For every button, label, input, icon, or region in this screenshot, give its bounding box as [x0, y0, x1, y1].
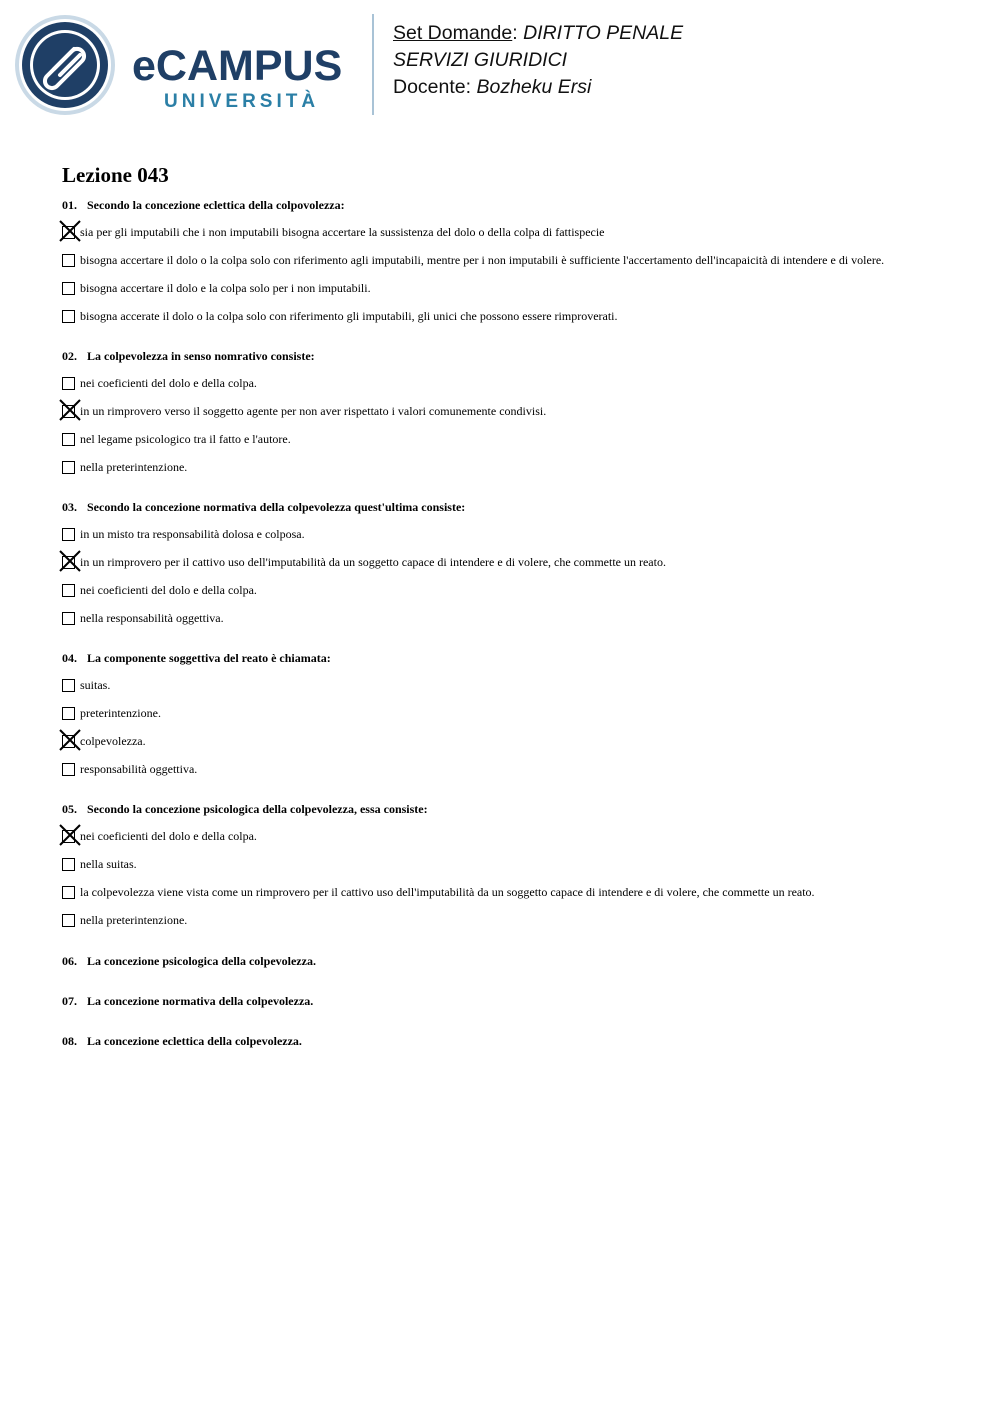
answer-checkbox[interactable] — [62, 858, 75, 871]
course-line2: SERVIZI GIURIDICI — [393, 49, 568, 71]
answer-checkbox[interactable] — [62, 433, 75, 446]
ecampus-wordmark-logo — [132, 40, 358, 112]
course-line: Set Domande: DIRITTO PENALE — [393, 22, 684, 44]
answer-text: in un rimprovero verso il soggetto agente per non aver rispettato i valori comunemente condivisi. — [80, 404, 547, 418]
question-text: Secondo la concezione eclettica della colpovolezza: — [87, 198, 345, 212]
answer-text: la colpevolezza viene vista come un rimprovero per il cattivo uso dell'imputabilità da un soggetto capace di intendere e di volere, che commette un reato. — [80, 885, 815, 899]
teacher-line: Docente: Bozheku Ersi — [393, 76, 592, 98]
document-header — [0, 0, 1000, 130]
teacher-label: Docente — [393, 76, 466, 98]
answer-checkbox[interactable] — [62, 679, 75, 692]
lesson-title: Lezione 043 — [62, 163, 169, 187]
question-text: La concezione normativa della colpevolezza. — [87, 994, 314, 1008]
brand-sub-text: UNIVERSITÀ — [164, 91, 320, 112]
answer-text: nei coeficienti del dolo e della colpa. — [80, 829, 257, 843]
question-text: Secondo la concezione normativa della colpevolezza quest'ultima consiste: — [87, 500, 466, 514]
answer-checkbox[interactable] — [62, 886, 75, 899]
answer-checkbox[interactable] — [62, 763, 75, 776]
question-1 — [62, 197, 345, 213]
answer-text: nella responsabilità oggettiva. — [80, 611, 224, 625]
checked-cross-icon — [59, 550, 81, 572]
question-5 — [62, 801, 428, 817]
answer-text: sia per gli imputabili che i non imputabili bisogna accertare la sussistenza del dolo o della colpa di fattispecie — [80, 225, 605, 239]
checked-cross-icon — [59, 824, 81, 846]
header-divider — [372, 14, 374, 115]
question-text: La colpevolezza in senso nomrativo consiste: — [87, 349, 315, 363]
question-number: 08. — [62, 1034, 77, 1048]
checked-cross-icon — [59, 399, 81, 421]
teacher-name: Bozheku Ersi — [476, 76, 592, 98]
brand-main-text: eCAMPUS — [132, 42, 343, 90]
question-text: La concezione psicologica della colpevolezza. — [87, 954, 316, 968]
course-name: DIRITTO PENALE — [523, 22, 684, 44]
question-number: 04. — [62, 651, 77, 665]
question-number: 05. — [62, 802, 77, 816]
answer-text: bisogna accertare il dolo o la colpa solo con riferimento agli imputabili, mentre per i non imputabili è sufficiente l'accertamento dell'incapaicità di intendere e di volere. — [80, 253, 885, 267]
question-8 — [62, 1033, 302, 1049]
answer-text: in un rimprovero per il cattivo uso dell'imputabilità da un soggetto capace di intendere e di volere, che commette un reato. — [80, 555, 666, 569]
answer-text: nella preterintenzione. — [80, 460, 188, 474]
question-text: La componente soggettiva del reato è chiamata: — [87, 651, 331, 665]
question-number: 03. — [62, 500, 77, 514]
answer-checkbox[interactable] — [62, 282, 75, 295]
checked-cross-icon — [59, 220, 81, 242]
answer-checkbox[interactable] — [62, 707, 75, 720]
checked-cross-icon — [59, 729, 81, 751]
answer-checkbox[interactable] — [62, 254, 75, 267]
answer-text: suitas. — [80, 678, 111, 692]
answer-text: in un misto tra responsabilità dolosa e colposa. — [80, 527, 305, 541]
question-7 — [62, 993, 313, 1009]
answer-text: bisogna accerate il dolo o la colpa solo con riferimento gli imputabili, gli unici che possono essere rimproverati. — [80, 309, 618, 323]
answer-checkbox[interactable] — [62, 461, 75, 474]
answer-text: bisogna accertare il dolo e la colpa solo per i non imputabili. — [80, 281, 371, 295]
answer-text: responsabilità oggettiva. — [80, 762, 198, 776]
question-number: 07. — [62, 994, 77, 1008]
answer-text: nei coeficienti del dolo e della colpa. — [80, 376, 257, 390]
answer-checkbox[interactable] — [62, 584, 75, 597]
course-info — [393, 20, 683, 101]
answer-text: preterintenzione. — [80, 706, 161, 720]
set-label: Set Domande — [393, 22, 513, 44]
question-number: 06. — [62, 954, 77, 968]
ecampus-seal-logo — [14, 14, 116, 116]
question-2 — [62, 348, 315, 364]
answer-text: colpevolezza. — [80, 734, 146, 748]
question-3 — [62, 499, 465, 515]
answer-text: nei coeficienti del dolo e della colpa. — [80, 583, 257, 597]
answer-text: nel legame psicologico tra il fatto e l'autore. — [80, 432, 291, 446]
question-4 — [62, 650, 331, 666]
answer-text: nella suitas. — [80, 857, 137, 871]
answer-text: nella preterintenzione. — [80, 913, 188, 927]
answer-checkbox[interactable] — [62, 310, 75, 323]
question-text: La concezione eclettica della colpevolezza. — [87, 1034, 302, 1048]
question-text: Secondo la concezione psicologica della colpevolezza, essa consiste: — [87, 802, 428, 816]
question-number: 02. — [62, 349, 77, 363]
question-number: 01. — [62, 198, 77, 212]
question-6 — [62, 953, 316, 969]
answer-checkbox[interactable] — [62, 914, 75, 927]
answer-checkbox[interactable] — [62, 528, 75, 541]
answer-checkbox[interactable] — [62, 377, 75, 390]
answer-checkbox[interactable] — [62, 612, 75, 625]
